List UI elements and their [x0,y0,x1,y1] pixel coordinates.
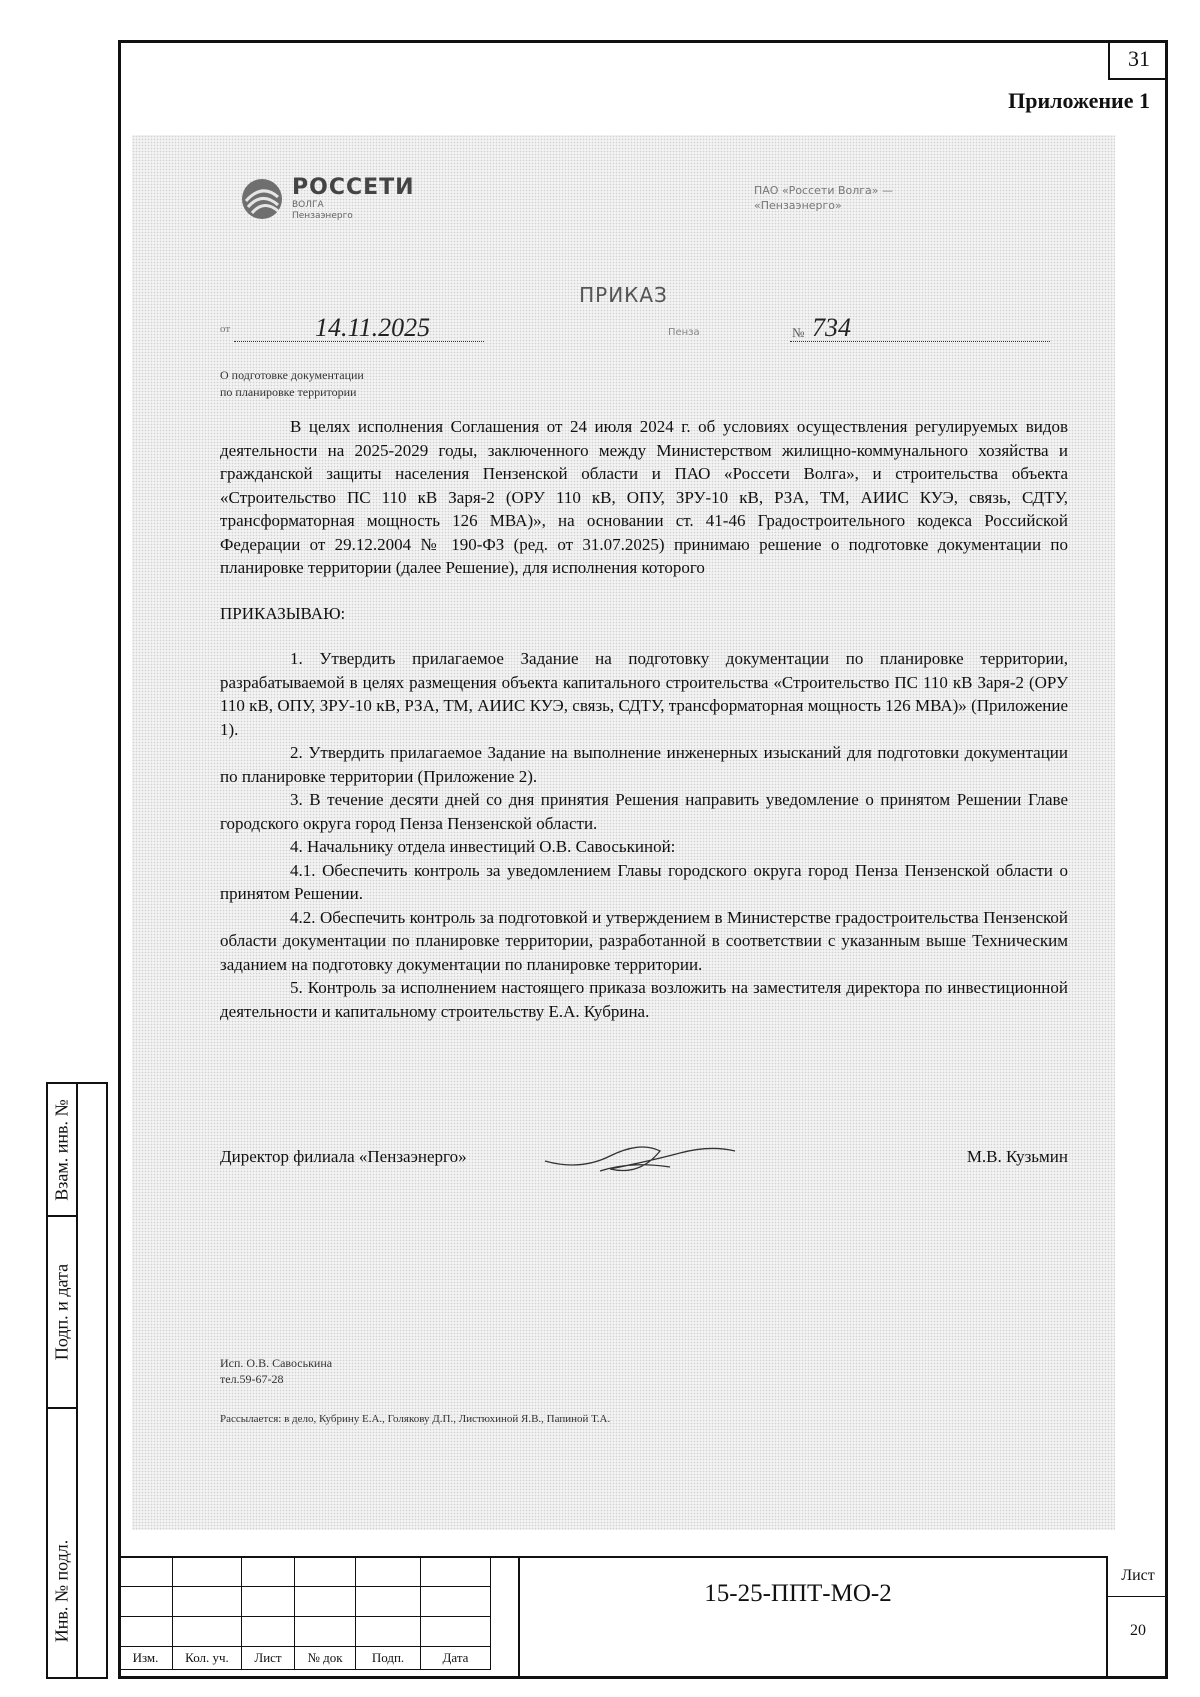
revision-table [118,1556,491,1670]
date-prefix: от [220,323,231,335]
logo-sub2: Пензаэнерго [292,211,353,221]
order-item: 1. Утвердить прилагаемое Задание на подготовку документации по планировке территории, разрабатываемой в целях размещения объекта капитального строительства «Строительство ПС 110 кВ Заря-2 (ОРУ 110 кВ, ОПУ, ЗРУ-10 кВ, РЗА, ТМ, АИИС КУЭ, связь, СДТУ, трансформаторная мощность 126 МВА)» (Приложение 1). [220,649,1068,739]
org-line-1: ПАО «Россети Волга» — [754,184,894,197]
strip-cell-inventory [48,1409,76,1677]
document-code: 15-25-ППТ-МО-2 [704,1580,892,1607]
rosseti-emblem-icon [240,177,284,221]
left-margin-strip [46,1082,108,1679]
order-date: 14.11.2025 [315,313,431,342]
executor-line-2: тел.59-67-28 [220,1372,284,1386]
col-label: Лист [242,1647,295,1670]
col-label: № док [295,1647,356,1670]
sheet-top-number: 31 [1108,40,1168,80]
strip-cell-signature [48,1217,76,1409]
order-item: 3. В течение десяти дней со дня принятия Решения направить уведомление о принятом Решении Главе городского округа город Пенза Пензенской области. [220,790,1068,833]
order-subject [220,367,364,401]
order-number: 734 [812,313,851,342]
number-prefix: № [792,325,805,340]
sheet-label: Лист [1108,1556,1168,1597]
preamble: В целях исполнения Соглашения от 24 июля 2024 г. об условиях осуществления регулируемых видов деятельности на 2025-2029 годы, заключенного между Министерством жилищно-коммунального хозяйства и гражданской защиты населения Пензенской области и ПАО «Россети Волга», и строительства объекта «Строительство ПС 110 кВ Заря-2 (ОРУ 110 кВ, ОПУ, ЗРУ-10 кВ, РЗА, ТМ, АИИС КУЭ, связь, СДТУ, трансформаторная мощность 126 МВА)», на основании ст. 41-46 Градостроительного кодекса Российской Федерации от 29.12.2004 № 190-ФЗ (ред. от 31.07.2025) принимаю решение о подготовке документации по планировке территории (далее Решение), для исполнения которого [220,417,1068,577]
signer-position: Директор филиала «Пензаэнерго» [220,1147,467,1166]
handwritten-signature [540,1131,740,1181]
order-item: 2. Утвердить прилагаемое Задание на выполнение инженерных изысканий для подготовки документации по планировке территории (Приложение 2). [220,743,1068,786]
col-label: Дата [421,1647,491,1670]
order-item: 4. Начальнику отдела инвестиций О.В. Савоськиной: [290,837,676,856]
date-number-row [220,315,1050,345]
sheet-number: 20 [1130,1622,1146,1639]
strip-cell-replacement [48,1084,76,1217]
org-line-2: «Пензаэнерго» [754,199,842,212]
col-label: Изм. [119,1647,173,1670]
org-name [754,183,893,213]
subject-line-1: О подготовке документации [220,368,364,382]
strip-label-replacement: Взам. инв. № [51,1098,72,1201]
order-item: 5. Контроль за исполнением настоящего приказа возложить на заместителя директора по инвестиционной деятельности и капитальному строительству Е.А. Кубрина. [220,978,1068,1021]
appendix-label: Приложение 1 [1008,88,1150,113]
col-label: Подп. [356,1647,421,1670]
signer-name: М.В. Кузьмин [966,1147,1068,1166]
title-block [118,1556,1168,1679]
strip-label-inventory: Инв. № подл. [51,1539,72,1643]
order-city: Пенза [668,327,700,338]
sheet-box [1106,1556,1168,1679]
subject-line-2: по планировке территории [220,385,357,399]
scanned-order [132,135,1115,1530]
order-word: ПРИКАЗЫВАЮ: [220,603,346,623]
order-title: ПРИКАЗ [579,283,668,307]
logo-name: РОССЕТИ [292,175,415,200]
executor-info [220,1355,332,1387]
order-item: 4.1. Обеспечить контроль за уведомлением Главы городского округа город Пенза Пензенской области о принятом Решении. [220,860,1068,903]
executor-line-1: Исп. О.В. Савоськина [220,1356,333,1370]
distribution-list: Рассылается: в дело, Кубрину Е.А., Голякову Д.П., Листюхиной Я.В., Папиной Т.А. [220,1413,611,1425]
order-item: 4.2. Обеспечить контроль за подготовкой и утверждением в Министерстве градостроительства Пензенской области документации по планировке территории, разработанной в соответствии с указанным выше Техническим заданием на подготовку документации по планировке территории. [220,907,1068,974]
logo-sub1: ВОЛГА [292,200,324,210]
order-body [220,415,1068,1023]
strip-label-signature: Подп. и дата [51,1263,72,1361]
rosseti-logo [240,175,415,222]
col-label: Кол. уч. [173,1647,242,1670]
